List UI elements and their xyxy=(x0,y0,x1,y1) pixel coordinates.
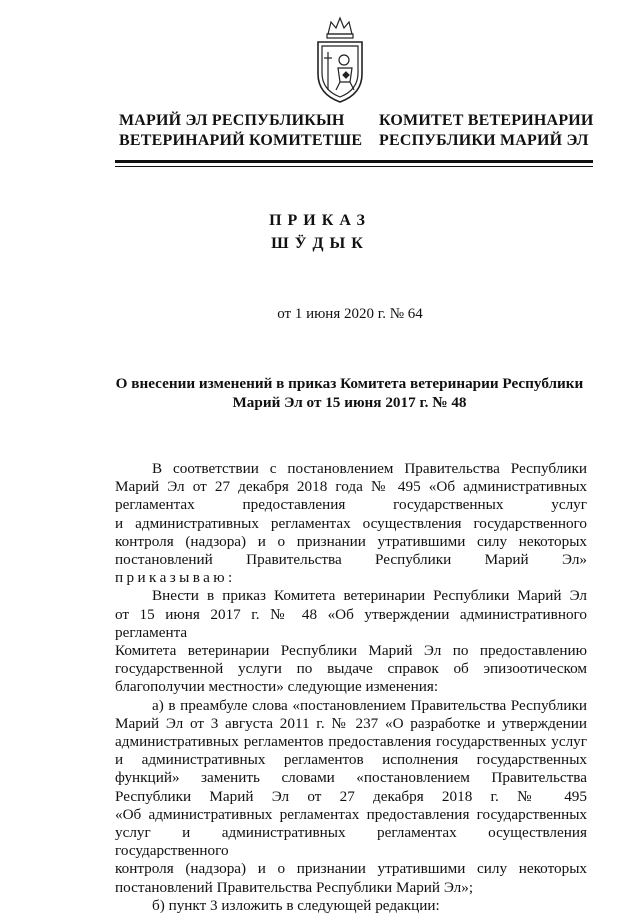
subject-line-2: Марий Эл от 15 июня 2017 г. № 48 xyxy=(232,394,467,411)
document-title-ru: ПРИКАЗ xyxy=(269,212,371,229)
body-line: Марий Эл от 3 августа 2011 г. № 237 «О разработке и утверждении xyxy=(115,714,587,732)
body-line: от 15 июня 2017 г. № 48 «Об утверждении административного регламента xyxy=(115,605,587,641)
body-line: контроля (надзора) и о признании утратившими силу некоторых xyxy=(115,532,587,550)
document-subject xyxy=(112,374,587,412)
body-line: В соответствии с постановлением Правительства Республики xyxy=(152,460,587,477)
body-line-order-word: приказываю: xyxy=(115,569,236,587)
document-body xyxy=(115,460,587,915)
body-line: Комитета ветеринарии Республики Марий Эл по предоставлению xyxy=(115,642,587,660)
body-line: регламентах предоставления государственных услуг xyxy=(115,496,587,514)
document-title-mari: ШӰДЫК xyxy=(271,235,369,252)
body-line: а) в преамбуле слова «постановлением Правительства Республики xyxy=(152,696,587,714)
body-line: б) пункт 3 изложить в следующей редакции: xyxy=(152,896,440,914)
body-line: и административных регламентов исполнения государственных xyxy=(115,751,587,769)
document-date-line: от 1 июня 2020 г. № 64 xyxy=(277,306,423,322)
body-line: контроля (надзора) и о признании утратившими силу некоторых xyxy=(115,860,587,878)
body-line: постановлений Правительства Республики Марий Эл»; xyxy=(115,878,474,896)
header-divider-thick xyxy=(115,160,593,163)
body-line: Внести в приказ Комитета ветеринарии Республики Марий Эл xyxy=(152,587,587,605)
body-line: постановлений Правительства Республики Марий Эл» xyxy=(115,551,587,569)
body-line: и административных регламентах осуществления государственного xyxy=(115,514,587,532)
header-right-line2: РЕСПУБЛИКИ МАРИЙ ЭЛ xyxy=(379,132,589,149)
header-right-line1: КОМИТЕТ ВЕТЕРИНАРИИ xyxy=(379,112,594,129)
body-line: благополучии местности» следующие изменения: xyxy=(115,678,439,696)
header-right-block xyxy=(379,111,594,151)
body-line: функций» заменить словами «постановлением Правительства xyxy=(115,769,587,787)
body-line: услуг и административных регламентах осуществления государственного xyxy=(115,824,587,860)
header-left-block xyxy=(119,111,362,151)
header-divider-thin xyxy=(115,166,593,167)
subject-line-1: О внесении изменений в приказ Комитета ветеринарии Республики xyxy=(115,375,584,392)
body-line: «Об административных регламентах предоставления государственных xyxy=(115,805,587,823)
body-line: Марий Эл от 27 декабря 2018 года № 495 «Об административных xyxy=(115,478,587,496)
coat-of-arms-emblem xyxy=(300,12,380,108)
body-line: административных регламентов предоставления государственных услуг xyxy=(115,733,587,751)
header-left-line2: ВЕТЕРИНАРИЙ КОМИТЕТШЕ xyxy=(119,132,363,149)
header-left-line1: МАРИЙ ЭЛ РЕСПУБЛИКЫН xyxy=(119,112,345,129)
body-line: Республики Марий Эл от 27 декабря 2018 г. № 495 xyxy=(115,787,587,805)
body-line: государственной услуги по выдаче справок об эпизоотическом xyxy=(115,660,587,678)
